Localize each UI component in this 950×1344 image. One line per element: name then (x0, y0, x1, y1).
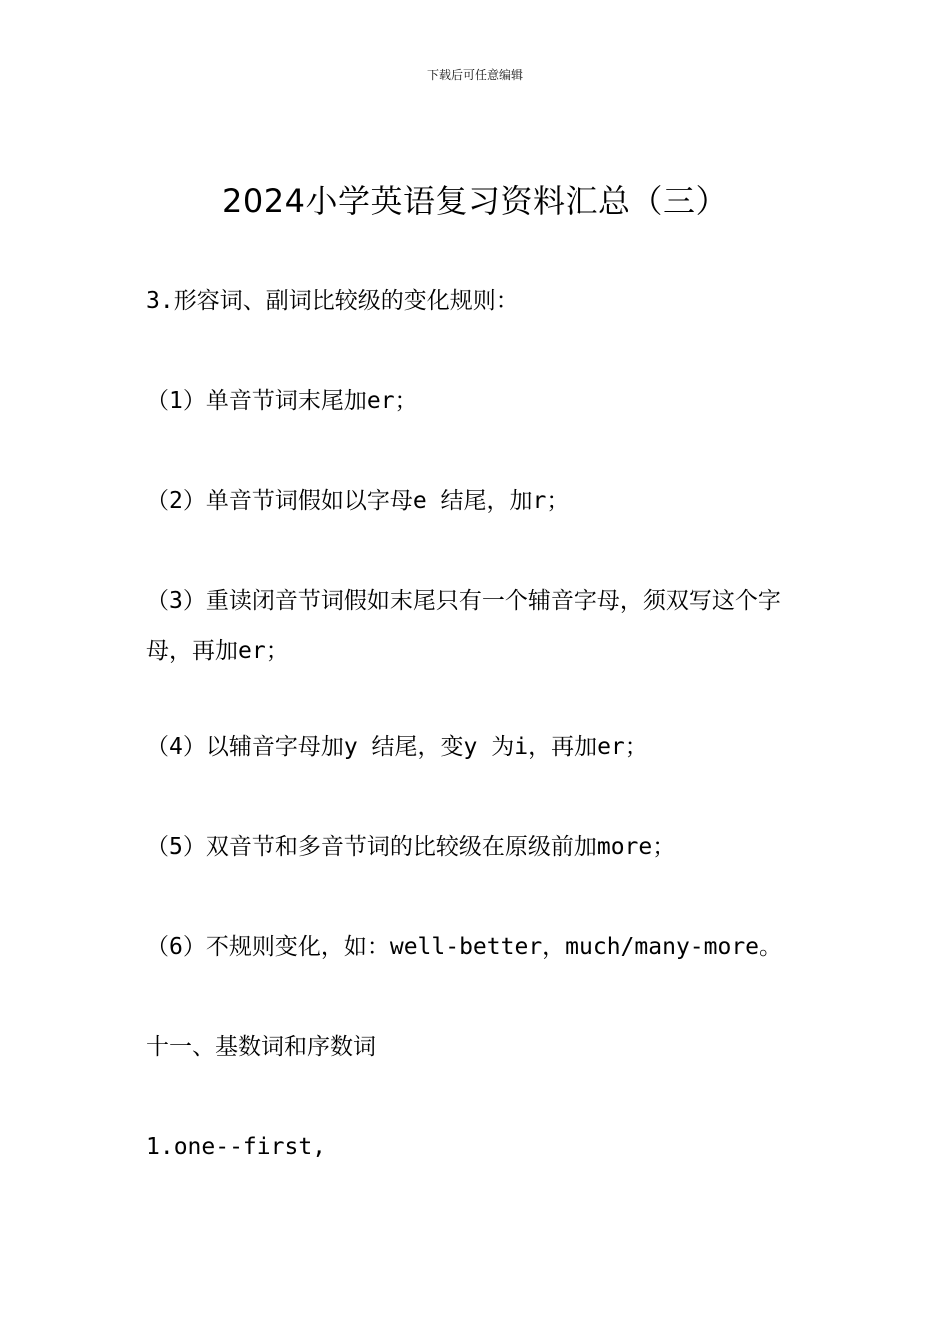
paragraph-numeral-example-1: 1.one--first, (146, 1134, 327, 1160)
paragraph-rule-3: （3）重读闭音节词假如末尾只有一个辅音字母，须双写这个字母，再加er； (146, 588, 781, 664)
document-title: 2024小学英语复习资料汇总（三） (222, 182, 728, 220)
paragraph-rule-6: （6）不规则变化，如：well-better，much/many-more。 (146, 934, 783, 960)
section-heading-numerals: 十一、基数词和序数词 (146, 1034, 376, 1060)
paragraph-rule-5: （5）双音节和多音节词的比较级在原级前加more； (146, 834, 676, 860)
paragraph-comparative-rules-heading: 3.形容词、副词比较级的变化规则： (146, 288, 519, 314)
paragraph-rule-1: （1）单音节词末尾加er； (146, 388, 418, 414)
paragraph-rule-4: （4）以辅音字母加y 结尾，变y 为i，再加er； (146, 734, 648, 760)
paragraph-rule-2: （2）单音节词假如以字母e 结尾，加r； (146, 488, 570, 514)
page-header-note: 下载后可任意编辑 (426, 68, 523, 82)
